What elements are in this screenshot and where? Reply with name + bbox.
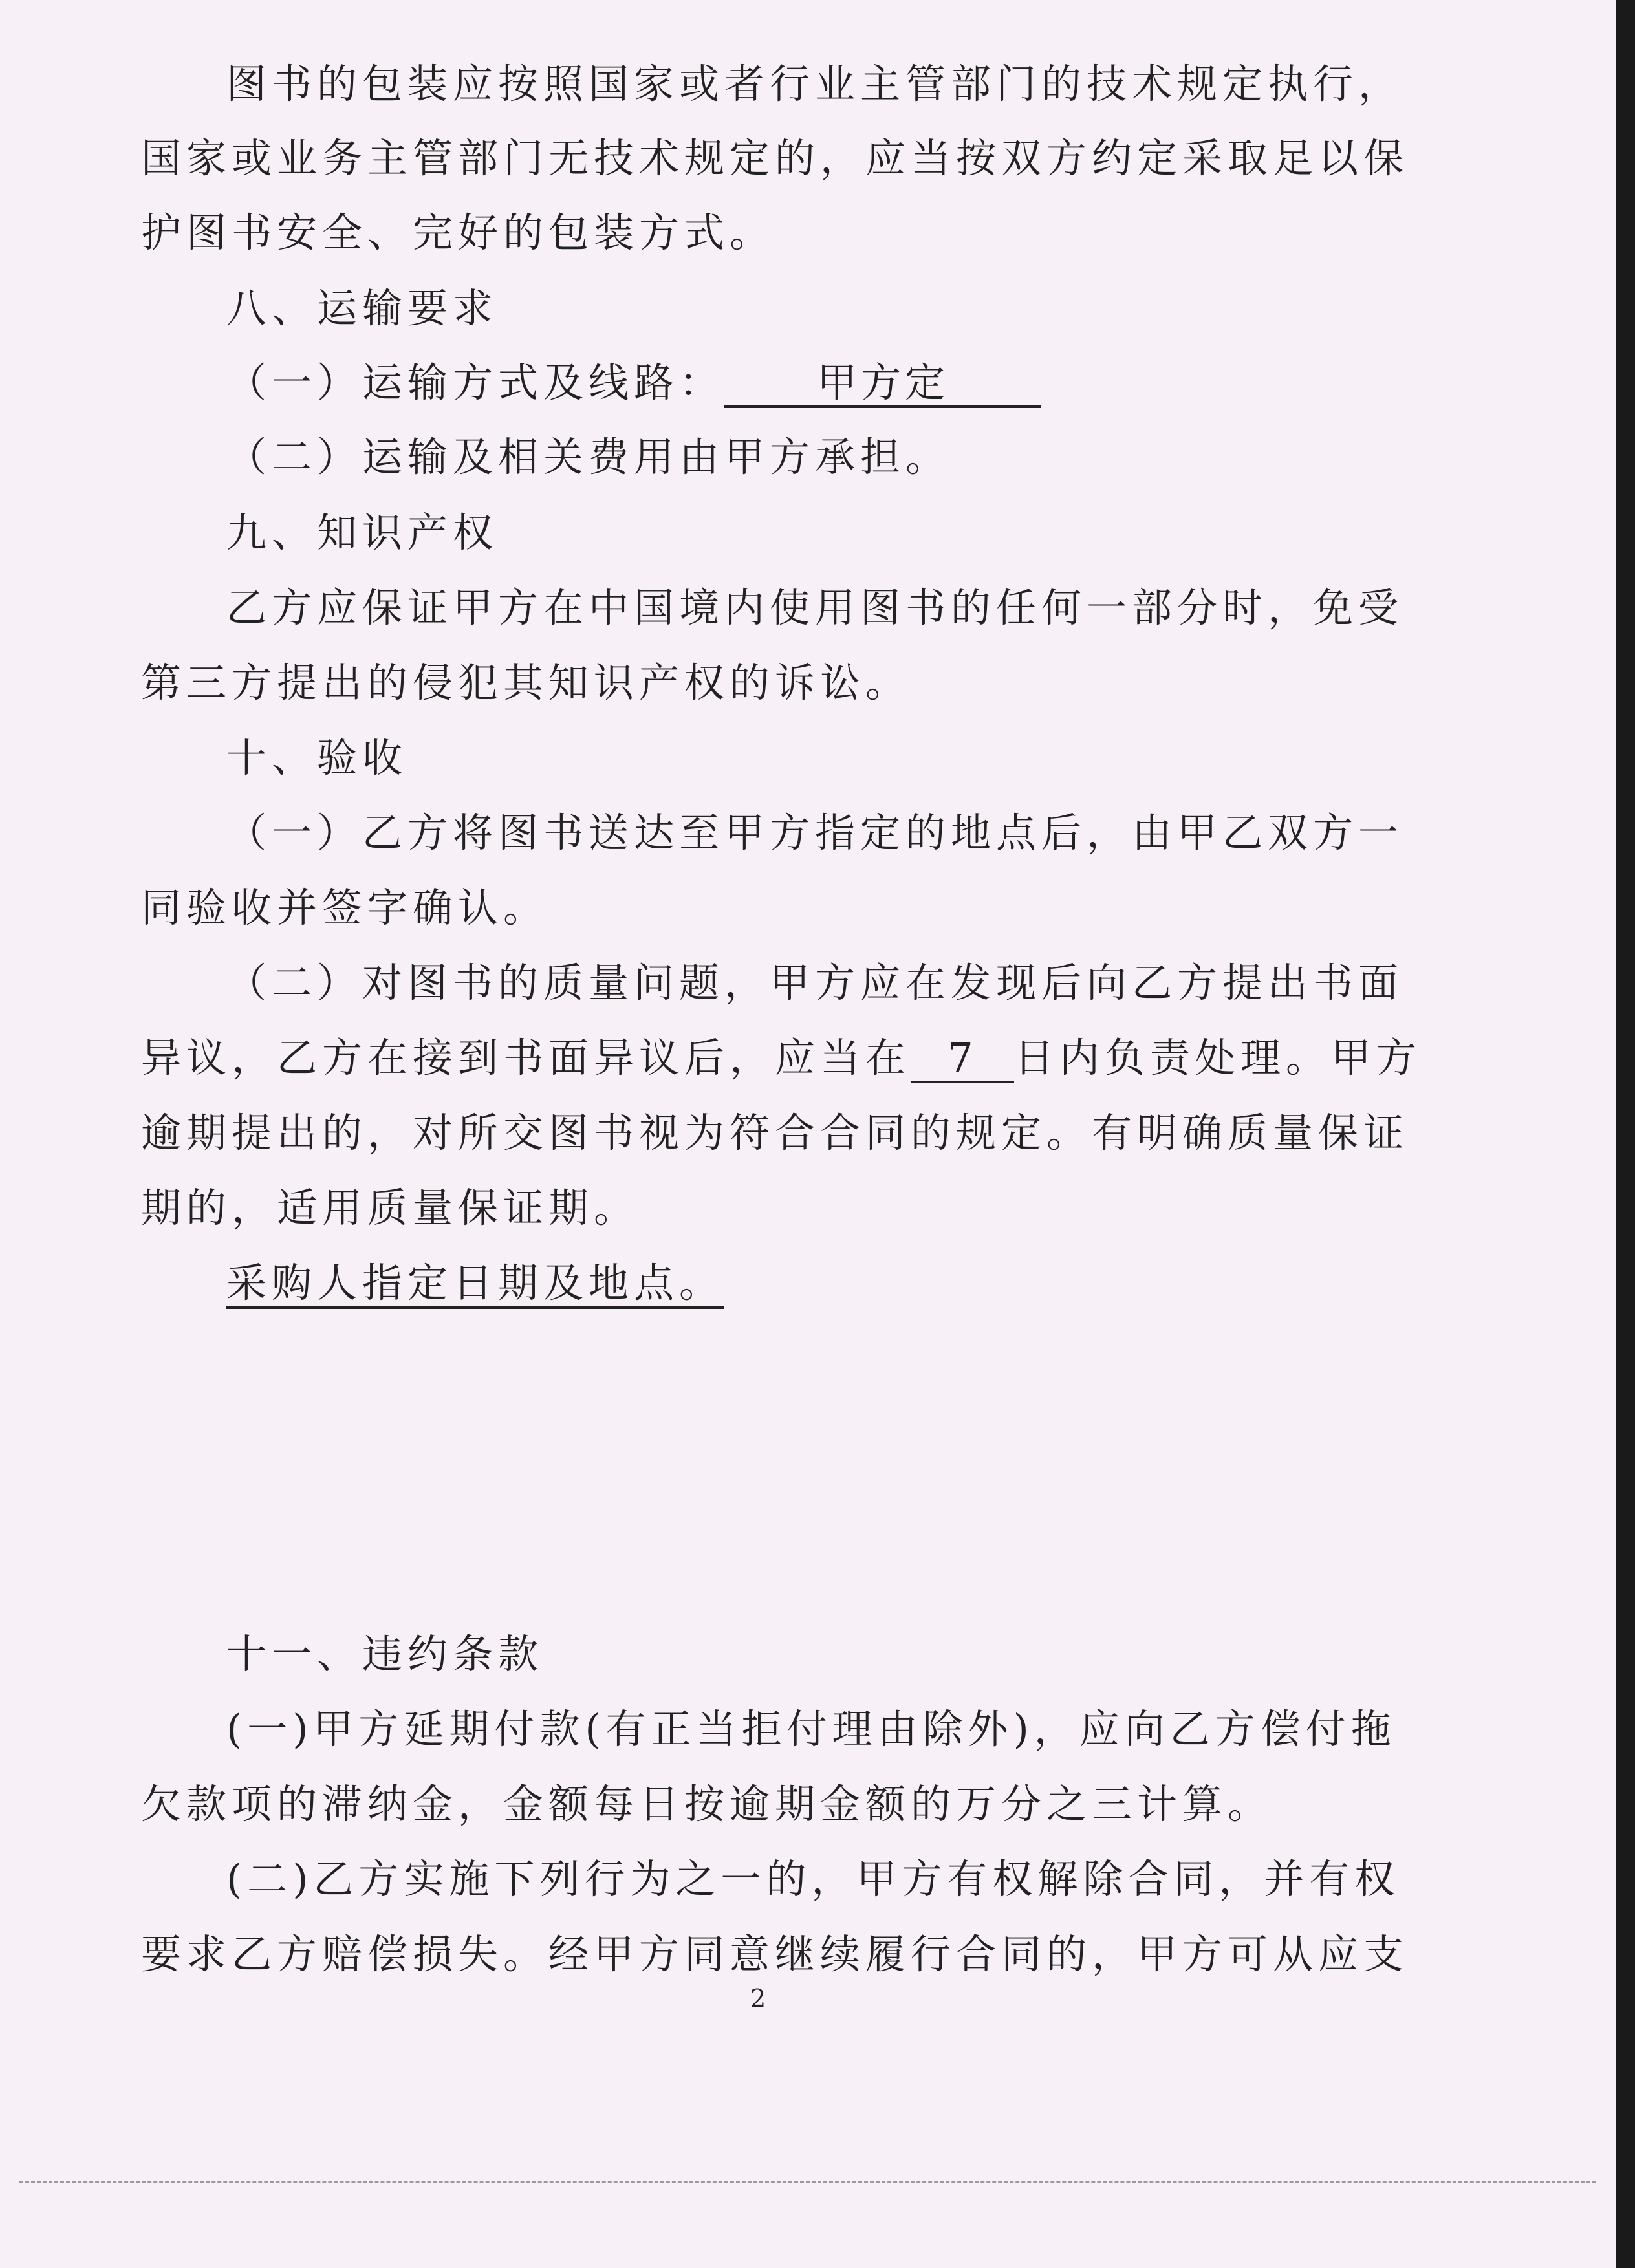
text-line: 图书的包装应按照国家或者行业主管部门的技术规定执行， <box>226 60 1404 107</box>
text-line: 国家或业务主管部门无技术规定的，应当按双方约定采取足以保 <box>141 135 1409 182</box>
text-line: (二)乙方实施下列行为之一的，甲方有权解除合同，并有权 <box>226 1855 1400 1903</box>
objection-days-label: 异议，乙方在接到书面异议后，应当在 <box>141 1034 911 1081</box>
section-heading-acceptance: 十、验收 <box>226 734 408 781</box>
text-line: (一)甲方延期付款(有正当拒付理由除外)，应向乙方偿付拖 <box>226 1705 1396 1753</box>
objection-days-line <box>141 1032 1422 1084</box>
text-line: 欠款项的滞纳金，金额每日按逾期金额的万分之三计算。 <box>141 1780 1273 1828</box>
text-line: 要求乙方赔偿损失。经甲方同意继续履行合同的，甲方可从应支 <box>141 1930 1409 1978</box>
transport-method-label: （一）运输方式及线路： <box>226 359 725 406</box>
text-line: 期的，适用质量保证期。 <box>141 1184 640 1231</box>
underlined-note <box>226 1257 724 1309</box>
text-line: 逾期提出的，对所交图书视为符合合同的规定。有明确质量保证 <box>141 1109 1409 1156</box>
section-heading-transport: 八、运输要求 <box>226 285 499 332</box>
scan-edge <box>1616 0 1635 2268</box>
transport-method-value: 甲方定 <box>724 360 1041 408</box>
objection-days-value: 7 <box>911 1035 1014 1083</box>
transport-method-line <box>226 357 1041 409</box>
underlined-note-text: 采购人指定日期及地点。 <box>226 1259 724 1309</box>
text-line: 乙方应保证甲方在中国境内使用图书的任何一部分时，免受 <box>226 584 1404 631</box>
text-line: （二）运输及相关费用由甲方承担。 <box>226 433 951 481</box>
page-number: 2 <box>750 1984 766 2013</box>
text-line: 第三方提出的侵犯其知识产权的诉讼。 <box>141 659 911 706</box>
objection-days-suffix: 日内负责处理。甲方 <box>1014 1034 1422 1081</box>
text-line: （二）对图书的质量问题，甲方应在发现后向乙方提出书面 <box>226 959 1404 1006</box>
text-line: （一）乙方将图书送达至甲方指定的地点后，由甲乙双方一 <box>226 809 1404 856</box>
text-line: 同验收并签字确认。 <box>141 884 549 931</box>
bottom-divider <box>19 2181 1596 2183</box>
text-line: 护图书安全、完好的包装方式。 <box>141 209 775 256</box>
section-heading-ip: 九、知识产权 <box>226 509 499 556</box>
section-heading-breach: 十一、违约条款 <box>226 1630 544 1678</box>
